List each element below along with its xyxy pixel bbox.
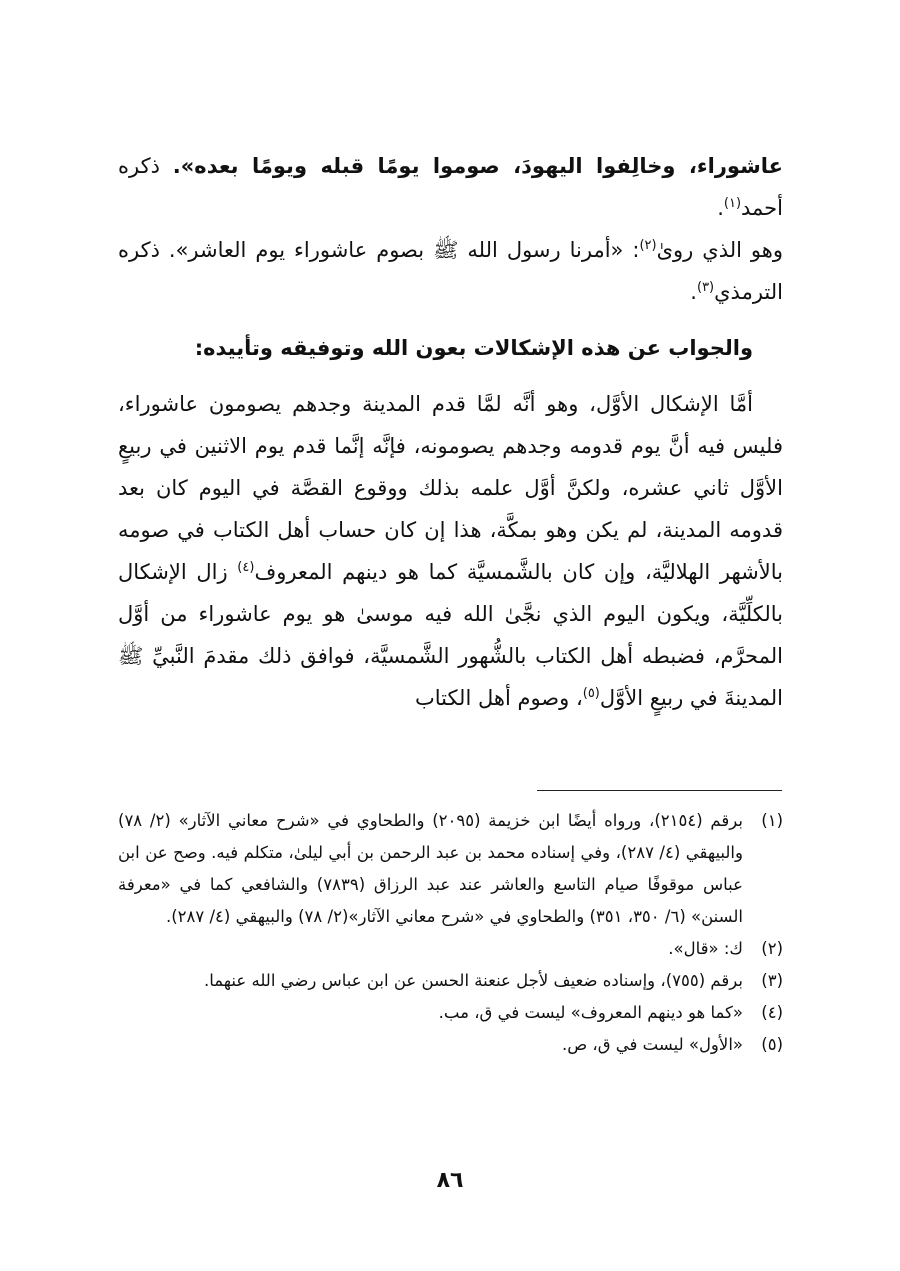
- footnote-text: «الأول» ليست في ق، ص.: [561, 1035, 743, 1054]
- footnote-number: (٣): [761, 971, 783, 990]
- footnote-ref-1[interactable]: (١): [723, 196, 742, 211]
- footnote-ref-3[interactable]: (٣): [696, 280, 715, 295]
- main-text: [118, 145, 783, 719]
- footnote-ref-4[interactable]: (٤): [237, 560, 255, 575]
- footnote-3: [118, 965, 783, 997]
- paragraph-3: [118, 383, 783, 719]
- footnote-ref-2[interactable]: (٢): [639, 238, 657, 253]
- footnote-number: (٢): [761, 939, 783, 958]
- paragraph-3-c: ، وصوم أهل الكتاب: [414, 686, 583, 710]
- page-number: ٨٦: [436, 1168, 464, 1193]
- footnote-ref-5[interactable]: (٥): [582, 686, 600, 701]
- footnote-divider: [537, 790, 782, 791]
- paragraph-3-b: زال الإشكال بالكلِّيَّة، ويكون اليوم الذي نجَّىٰ الله فيه موسىٰ هو يوم عاشوراء من أوَّل المحرَّم، فضبطه أهل الكتاب بالشُّهور الشَّمسيَّة، فوافق ذلك مقدمَ النَّبيِّ ﷺ المدينةَ في ربيعٍ الأوَّل: [118, 560, 783, 710]
- footnote-2: [118, 933, 783, 965]
- paragraph-3-a: أمَّا الإشكال الأوَّل، وهو أنَّه لمَّا قدم المدينة وجدهم يصومون عاشوراء، فليس فيه أنَّ يوم قدومه وجدهم يصومونه، فإنَّه إنَّما قدم يوم الاثنين في ربيعٍ الأوَّل ثاني عشره، ولكنَّ أوَّل علمه بذلك ووقوع القصَّة في اليوم كان بعد قدومه المدينة، لم يكن وهو بمكَّة، هذا إن كان حساب أهل الكتاب في صومه بالأشهر الهلاليَّة، وإن كان بالشَّمسيَّة كما هو دينهم المعروف: [118, 392, 783, 584]
- footnote-number: (٥): [761, 1035, 783, 1054]
- footnote-4: [118, 997, 783, 1029]
- footnote-text: برقم (٢١٥٤)، ورواه أيضًا ابن خزيمة (٢٠٩٥) والطحاوي في «شرح معاني الآثار» (٢/ ٧٨) والبيهقي (٤/ ٢٨٧)، وفي إسناده محمد بن عبد الرحمن بن أبي ليلىٰ، متكلم فيه. وصح عن ابن عباس موقوفًا صيام التاسع والعاشر عند عبد الرزاق (٧٨٣٩) والشافعي كما في «معرفة السنن» (٦/ ٣٥٠، ٣٥١) والطحاوي في «شرح معاني الآثار»(٢/ ٧٨) والبيهقي (٤/ ٢٨٧).: [118, 811, 743, 926]
- footnote-1: [118, 805, 783, 933]
- footnote-text: «كما هو دينهم المعروف» ليست في ق، مب.: [438, 1003, 743, 1022]
- footnote-number: (١): [761, 811, 783, 830]
- footnote-text: برقم (٧٥٥)، وإسناده ضعيف لأجل عنعنة الحسن عن ابن عباس رضي الله عنهما.: [204, 971, 743, 990]
- footnote-number: (٤): [761, 1003, 783, 1022]
- citation-text: ذكره أحمد: [118, 154, 783, 220]
- section-heading: والجواب عن هذه الإشكالات بعون الله وتوفيقه وتأييده:: [194, 336, 753, 360]
- punct: .: [717, 196, 724, 220]
- paragraph-2-b: : «أمرنا رسول الله ﷺ بصوم عاشوراء يوم العاشر». ذكره الترمذي: [118, 238, 783, 304]
- footnote-text: ك: «قال».: [668, 939, 743, 958]
- footnote-5: [118, 1029, 783, 1061]
- punct: .: [690, 280, 697, 304]
- hadith-quote: عاشوراء، وخالِفوا اليهودَ، صوموا يومًا قبله ويومًا بعده».: [172, 154, 783, 178]
- paragraph-2-a: وهو الذي روىٰ: [656, 238, 783, 262]
- footnotes: [118, 805, 783, 1061]
- paragraph-1: [118, 145, 783, 313]
